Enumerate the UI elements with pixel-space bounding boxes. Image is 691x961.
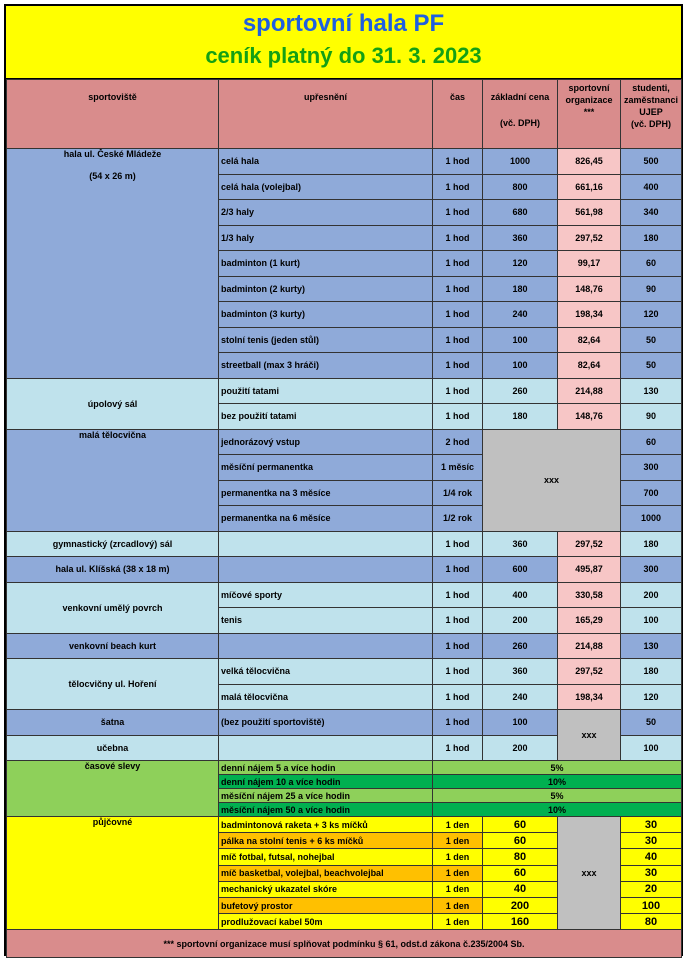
discount-percent: 5%	[433, 789, 682, 803]
spec-cell: streetball (max 3 hráči)	[219, 353, 433, 379]
time-cell: 1 hod	[433, 327, 483, 353]
base-price: 400	[483, 582, 558, 608]
spec-cell: malá tělocvična	[219, 684, 433, 710]
time-cell: 1 hod	[433, 149, 483, 175]
spec-cell: velká tělocvična	[219, 659, 433, 685]
org-price: 82,64	[558, 327, 621, 353]
student-price: 50	[621, 327, 682, 353]
student-price: 340	[621, 200, 682, 226]
spec-cell: permanentka na 6 měsíce	[219, 506, 433, 532]
student-price: 700	[621, 480, 682, 506]
base-price: 120	[483, 251, 558, 277]
discount-percent: 10%	[433, 775, 682, 789]
spec-cell: celá hala	[219, 149, 433, 175]
org-price: 297,52	[558, 225, 621, 251]
table-row	[7, 378, 682, 404]
table-header	[7, 80, 682, 149]
spec-cell	[219, 531, 433, 557]
org-price: 148,76	[558, 404, 621, 430]
rental-item: bufetový prostor	[219, 897, 433, 913]
spec-cell: míčové sporty	[219, 582, 433, 608]
time-cell: 2 hod	[433, 429, 483, 455]
student-price: 50	[621, 353, 682, 379]
table-body	[7, 149, 682, 958]
org-price: 198,34	[558, 684, 621, 710]
header-zakladni-sub: (vč. DPH)	[499, 118, 540, 128]
time-cell: 1 hod	[433, 251, 483, 277]
base-price: 240	[483, 302, 558, 328]
student-price: 100	[621, 608, 682, 634]
time-cell: 1 hod	[433, 353, 483, 379]
venue-name: venkovní beach kurt	[7, 633, 219, 659]
spec-cell: jednorázový vstup	[219, 429, 433, 455]
not-available-cell: xxx	[558, 817, 621, 930]
discount-spec: měsíční nájem 25 a více hodin	[219, 789, 433, 803]
time-cell: 1 hod	[433, 225, 483, 251]
spec-cell: 2/3 haly	[219, 200, 433, 226]
base-price: 360	[483, 659, 558, 685]
table-row	[7, 930, 682, 958]
rental-time: 1 den	[433, 897, 483, 913]
table-row	[7, 761, 682, 775]
student-price: 60	[621, 251, 682, 277]
table-row	[7, 531, 682, 557]
org-price: 561,98	[558, 200, 621, 226]
base-price: 260	[483, 378, 558, 404]
header-zakladni-label: základní cena	[490, 92, 550, 102]
table-row	[7, 633, 682, 659]
rental-item: mechanický ukazatel skóre	[219, 881, 433, 897]
org-price: 82,64	[558, 353, 621, 379]
base-price: 100	[483, 327, 558, 353]
student-price: 100	[621, 735, 682, 761]
venue-name: venkovní umělý povrch	[7, 582, 219, 633]
header-studenti-label: studenti, zaměstnanci UJEP	[623, 83, 679, 117]
table-row	[7, 817, 682, 833]
spec-cell: tenis	[219, 608, 433, 634]
student-price: 90	[621, 276, 682, 302]
time-cell: 1 hod	[433, 633, 483, 659]
rental-time: 1 den	[433, 849, 483, 865]
time-cell: 1 hod	[433, 659, 483, 685]
spec-cell: stolní tenis (jeden stůl)	[219, 327, 433, 353]
time-cell: 1/2 rok	[433, 506, 483, 532]
venue-name: malá tělocvična	[7, 429, 219, 531]
venue-name: tělocvičny ul. Hoření	[7, 659, 219, 710]
discount-spec: měsíční nájem 50 a více hodin	[219, 803, 433, 817]
page-subtitle: ceník platný do 31. 3. 2023	[205, 43, 482, 68]
time-cell: 1 hod	[433, 174, 483, 200]
base-price: 1000	[483, 149, 558, 175]
spec-cell: měsíční permanentka	[219, 455, 433, 481]
time-cell: 1 hod	[433, 302, 483, 328]
rental-student-price: 80	[621, 914, 682, 930]
spec-cell	[219, 557, 433, 583]
base-price: 100	[483, 353, 558, 379]
base-price: 100	[483, 710, 558, 736]
base-price: 680	[483, 200, 558, 226]
rental-time: 1 den	[433, 881, 483, 897]
rental-item: míč fotbal, futsal, nohejbal	[219, 849, 433, 865]
rental-time: 1 den	[433, 865, 483, 881]
student-price: 300	[621, 455, 682, 481]
org-price: 297,52	[558, 659, 621, 685]
spec-cell: badminton (1 kurt)	[219, 251, 433, 277]
student-price: 180	[621, 225, 682, 251]
table-row	[7, 149, 682, 175]
spec-cell: celá hala (volejbal)	[219, 174, 433, 200]
rental-base-price: 40	[483, 881, 558, 897]
student-price: 180	[621, 531, 682, 557]
spec-cell: 1/3 haly	[219, 225, 433, 251]
spec-cell: (bez použití sportoviště)	[219, 710, 433, 736]
student-price: 120	[621, 302, 682, 328]
org-price: 330,58	[558, 582, 621, 608]
student-price: 1000	[621, 506, 682, 532]
price-table	[6, 79, 682, 958]
spec-cell: badminton (3 kurty)	[219, 302, 433, 328]
student-price: 130	[621, 633, 682, 659]
student-price: 60	[621, 429, 682, 455]
time-cell: 1 hod	[433, 735, 483, 761]
org-price: 198,34	[558, 302, 621, 328]
rental-student-price: 40	[621, 849, 682, 865]
not-available-cell: xxx	[558, 710, 621, 761]
header-zakladni-cena	[483, 80, 558, 149]
discount-spec: denní nájem 10 a více hodin	[219, 775, 433, 789]
base-price: 800	[483, 174, 558, 200]
rental-base-price: 60	[483, 833, 558, 849]
table-row	[7, 710, 682, 736]
time-cell: 1 hod	[433, 582, 483, 608]
table-row	[7, 557, 682, 583]
time-cell: 1 hod	[433, 200, 483, 226]
time-cell: 1 hod	[433, 404, 483, 430]
venue-name: hala ul. České Mládeže (54 x 26 m)	[7, 149, 219, 379]
table-row	[7, 429, 682, 455]
student-price: 500	[621, 149, 682, 175]
base-price: 600	[483, 557, 558, 583]
student-price: 90	[621, 404, 682, 430]
student-price: 130	[621, 378, 682, 404]
rental-student-price: 30	[621, 833, 682, 849]
rental-time: 1 den	[433, 817, 483, 833]
spec-cell: bez použití tatami	[219, 404, 433, 430]
base-price: 260	[483, 633, 558, 659]
rental-student-price: 100	[621, 897, 682, 913]
student-price: 400	[621, 174, 682, 200]
price-list-sheet	[4, 4, 683, 956]
org-price: 661,16	[558, 174, 621, 200]
time-cell: 1/4 rok	[433, 480, 483, 506]
rental-time: 1 den	[433, 914, 483, 930]
footnote: *** sportovní organizace musí splňovat podmínku § 61, odst.d zákona č.235/2004 Sb.	[7, 930, 682, 958]
spec-cell	[219, 633, 433, 659]
table-row	[7, 659, 682, 685]
base-price: 240	[483, 684, 558, 710]
base-price: 200	[483, 735, 558, 761]
rental-base-price: 160	[483, 914, 558, 930]
venue-name: hala ul. Klíšská (38 x 18 m)	[7, 557, 219, 583]
header-studenti	[621, 80, 682, 149]
spec-cell: permanentka na 3 měsíce	[219, 480, 433, 506]
student-price: 200	[621, 582, 682, 608]
student-price: 180	[621, 659, 682, 685]
time-cell: 1 hod	[433, 276, 483, 302]
discount-title: časové slevy	[7, 761, 219, 817]
base-price: 360	[483, 531, 558, 557]
rental-base-price: 200	[483, 897, 558, 913]
base-price: 200	[483, 608, 558, 634]
spec-cell	[219, 735, 433, 761]
rental-time: 1 den	[433, 833, 483, 849]
time-cell: 1 hod	[433, 531, 483, 557]
header-sportoviste: sportoviště	[7, 80, 219, 149]
time-cell: 1 hod	[433, 684, 483, 710]
base-price: 180	[483, 276, 558, 302]
rental-item: prodlužovací kabel 50m	[219, 914, 433, 930]
time-cell: 1 hod	[433, 378, 483, 404]
venue-size: (54 x 26 m)	[89, 171, 136, 181]
rental-item: pálka na stolní tenis + 6 ks míčků	[219, 833, 433, 849]
rental-student-price: 20	[621, 881, 682, 897]
header-upresneni: upřesnění	[219, 80, 433, 149]
table-row	[7, 582, 682, 608]
base-price: 360	[483, 225, 558, 251]
org-price: 148,76	[558, 276, 621, 302]
rental-base-price: 60	[483, 865, 558, 881]
time-cell: 1 hod	[433, 608, 483, 634]
header-cas: čas	[433, 80, 483, 149]
org-price: 99,17	[558, 251, 621, 277]
header-sportovni-organizace: sportovní organizace ***	[558, 80, 621, 149]
time-cell: 1 hod	[433, 710, 483, 736]
discount-percent: 10%	[433, 803, 682, 817]
venue-name: úpolový sál	[7, 378, 219, 429]
not-available-cell: xxx	[483, 429, 621, 531]
rental-title: půjčovné	[7, 817, 219, 930]
student-price: 120	[621, 684, 682, 710]
student-price: 300	[621, 557, 682, 583]
time-cell: 1 měsíc	[433, 455, 483, 481]
discount-percent: 5%	[433, 761, 682, 775]
discount-spec: denní nájem 5 a více hodin	[219, 761, 433, 775]
student-price: 50	[621, 710, 682, 736]
org-price: 297,52	[558, 531, 621, 557]
org-price: 214,88	[558, 633, 621, 659]
title-block	[6, 6, 681, 79]
org-price: 214,88	[558, 378, 621, 404]
rental-student-price: 30	[621, 865, 682, 881]
rental-base-price: 60	[483, 817, 558, 833]
page-title: sportovní hala PF	[242, 10, 445, 37]
header-studenti-sub: (vč. DPH)	[630, 119, 671, 129]
rental-student-price: 30	[621, 817, 682, 833]
time-cell: 1 hod	[433, 557, 483, 583]
spec-cell: použití tatami	[219, 378, 433, 404]
spec-cell: badminton (2 kurty)	[219, 276, 433, 302]
org-price: 495,87	[558, 557, 621, 583]
rental-base-price: 80	[483, 849, 558, 865]
base-price: 180	[483, 404, 558, 430]
org-price: 826,45	[558, 149, 621, 175]
rental-item: badmintonová raketa + 3 ks míčků	[219, 817, 433, 833]
org-price: 165,29	[558, 608, 621, 634]
rental-item: míč basketbal, volejbal, beachvolejbal	[219, 865, 433, 881]
venue-name: šatna	[7, 710, 219, 736]
venue-name: gymnastický (zrcadlový) sál	[7, 531, 219, 557]
venue-name: učebna	[7, 735, 219, 761]
